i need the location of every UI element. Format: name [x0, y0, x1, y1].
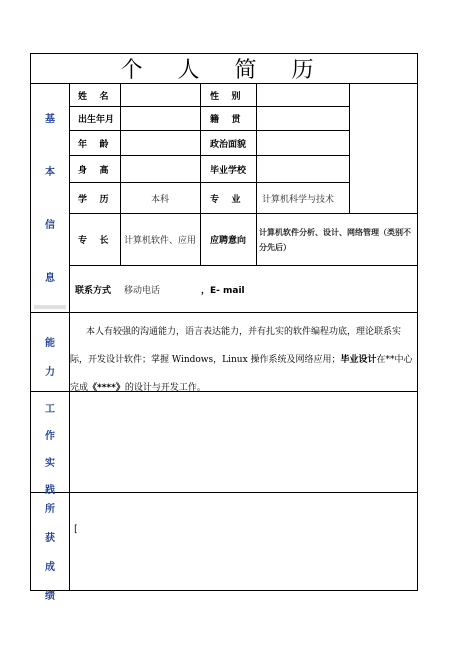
- major-label: 专 业: [210, 194, 241, 205]
- section-char: 基: [45, 114, 55, 125]
- birth-field[interactable]: [121, 107, 199, 130]
- section-char: 获: [45, 533, 55, 544]
- name-field[interactable]: [121, 84, 199, 106]
- section-char: 信: [45, 220, 55, 231]
- birth-label: 出生年月: [78, 115, 115, 125]
- section-label-practice: [30, 400, 70, 496]
- section-char: 所: [45, 504, 55, 515]
- achievements-content[interactable]: [70, 493, 417, 590]
- section-label-ability: [30, 334, 70, 378]
- section-char: 能: [45, 338, 55, 349]
- section-char: 本: [45, 167, 55, 178]
- job-intention-label: 应聘意向: [210, 236, 247, 246]
- gender-label: 性 别: [210, 91, 241, 102]
- divider: [200, 83, 201, 265]
- section-char: 力: [45, 367, 55, 378]
- section-char: 作: [45, 431, 55, 442]
- page-title: 个 人 简 历: [120, 57, 328, 83]
- contact-label: 联系方式: [75, 285, 112, 296]
- political-status-field[interactable]: [257, 131, 348, 155]
- job-intention-value: 计算机软件分析、设计、网络管理（类别不分先后）: [259, 227, 411, 252]
- section-label-basic: [30, 110, 70, 284]
- political-status-label: 政治面貌: [210, 139, 247, 150]
- section-char: 践: [45, 485, 55, 496]
- divider: [30, 312, 418, 313]
- ability-text-bold: 《****》: [88, 383, 125, 393]
- native-place-label: 籍 贯: [210, 115, 241, 125]
- photo-box: [350, 84, 417, 212]
- ability-text-bold: 毕业设计: [340, 355, 377, 365]
- ability-paragraph: [70, 318, 416, 402]
- age-field[interactable]: [121, 131, 199, 155]
- section-char: 实: [45, 458, 55, 469]
- specialty-label: 专 长: [78, 236, 109, 246]
- achievements-text: [: [74, 523, 78, 535]
- height-label: 身 高: [78, 165, 109, 176]
- name-label: 姓 名: [78, 91, 109, 102]
- practice-content[interactable]: [70, 392, 417, 491]
- section-char: 息: [45, 273, 55, 284]
- height-field[interactable]: [121, 156, 199, 182]
- age-label: 年 龄: [78, 139, 109, 150]
- ability-text: 的设计与开发工作。: [124, 383, 206, 393]
- ability-text: 在**中心完成: [70, 355, 413, 393]
- school-field[interactable]: [257, 156, 348, 182]
- placeholder-mark: [34, 305, 66, 309]
- gender-field[interactable]: [257, 84, 348, 106]
- specialty-value: 计算机软件、应用: [124, 236, 197, 246]
- contact-value: 移动电话: [124, 285, 161, 296]
- section-char: 绩: [45, 591, 55, 602]
- section-char: 成: [45, 562, 55, 573]
- native-place-field[interactable]: [257, 107, 348, 130]
- section-char: 工: [45, 404, 55, 415]
- email-label: ，E- mail: [201, 285, 245, 296]
- ability-text: 本人有较强的沟通能力，语言表达能力，并有扎实的软件编程功底，理论联系实际，开发设计软件；掌握 Windows，Linux 操作系统及网络应用；: [70, 327, 402, 365]
- major-value: 计算机科学与技术: [262, 194, 335, 205]
- education-label: 学 历: [78, 194, 109, 205]
- education-value: 本科: [150, 194, 169, 205]
- school-label: 毕业学校: [210, 165, 247, 176]
- section-label-achievements: [30, 500, 70, 602]
